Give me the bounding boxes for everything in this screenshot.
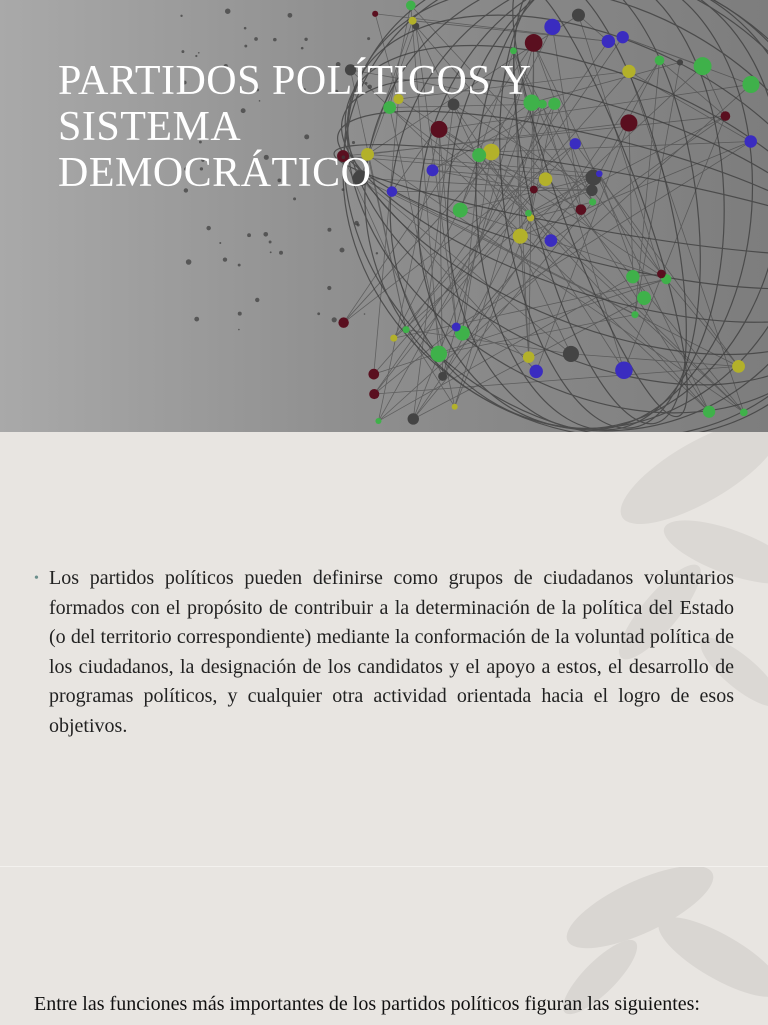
functions-intro-text: Entre las funciones más importantes de los partidos políticos figuran las siguientes: xyxy=(34,993,700,1016)
title-line-1: PARTIDOS POLÍTICOS Y xyxy=(58,58,531,104)
title-line-3: DEMOCRÁTICO xyxy=(58,150,531,196)
slide-title xyxy=(58,58,531,196)
title-line-2: SISTEMA xyxy=(58,104,531,150)
definition-text-block xyxy=(34,564,734,741)
title-slide xyxy=(0,0,768,432)
definition-paragraph: Los partidos políticos pueden definirse como grupos de ciudadanos voluntarios formados con el propósito de contribuir a la determinación de la política del Estado (o del territorio correspondiente) mediante la conformación de la voluntad política de los ciudadanos, la designación de los candidatos y el apoyo a estos, el desarrollo de programas políticos, y cualquier otra actividad orientada hacia el logro de esos objetivos. xyxy=(49,564,734,741)
bullet-marker: • xyxy=(34,564,39,594)
